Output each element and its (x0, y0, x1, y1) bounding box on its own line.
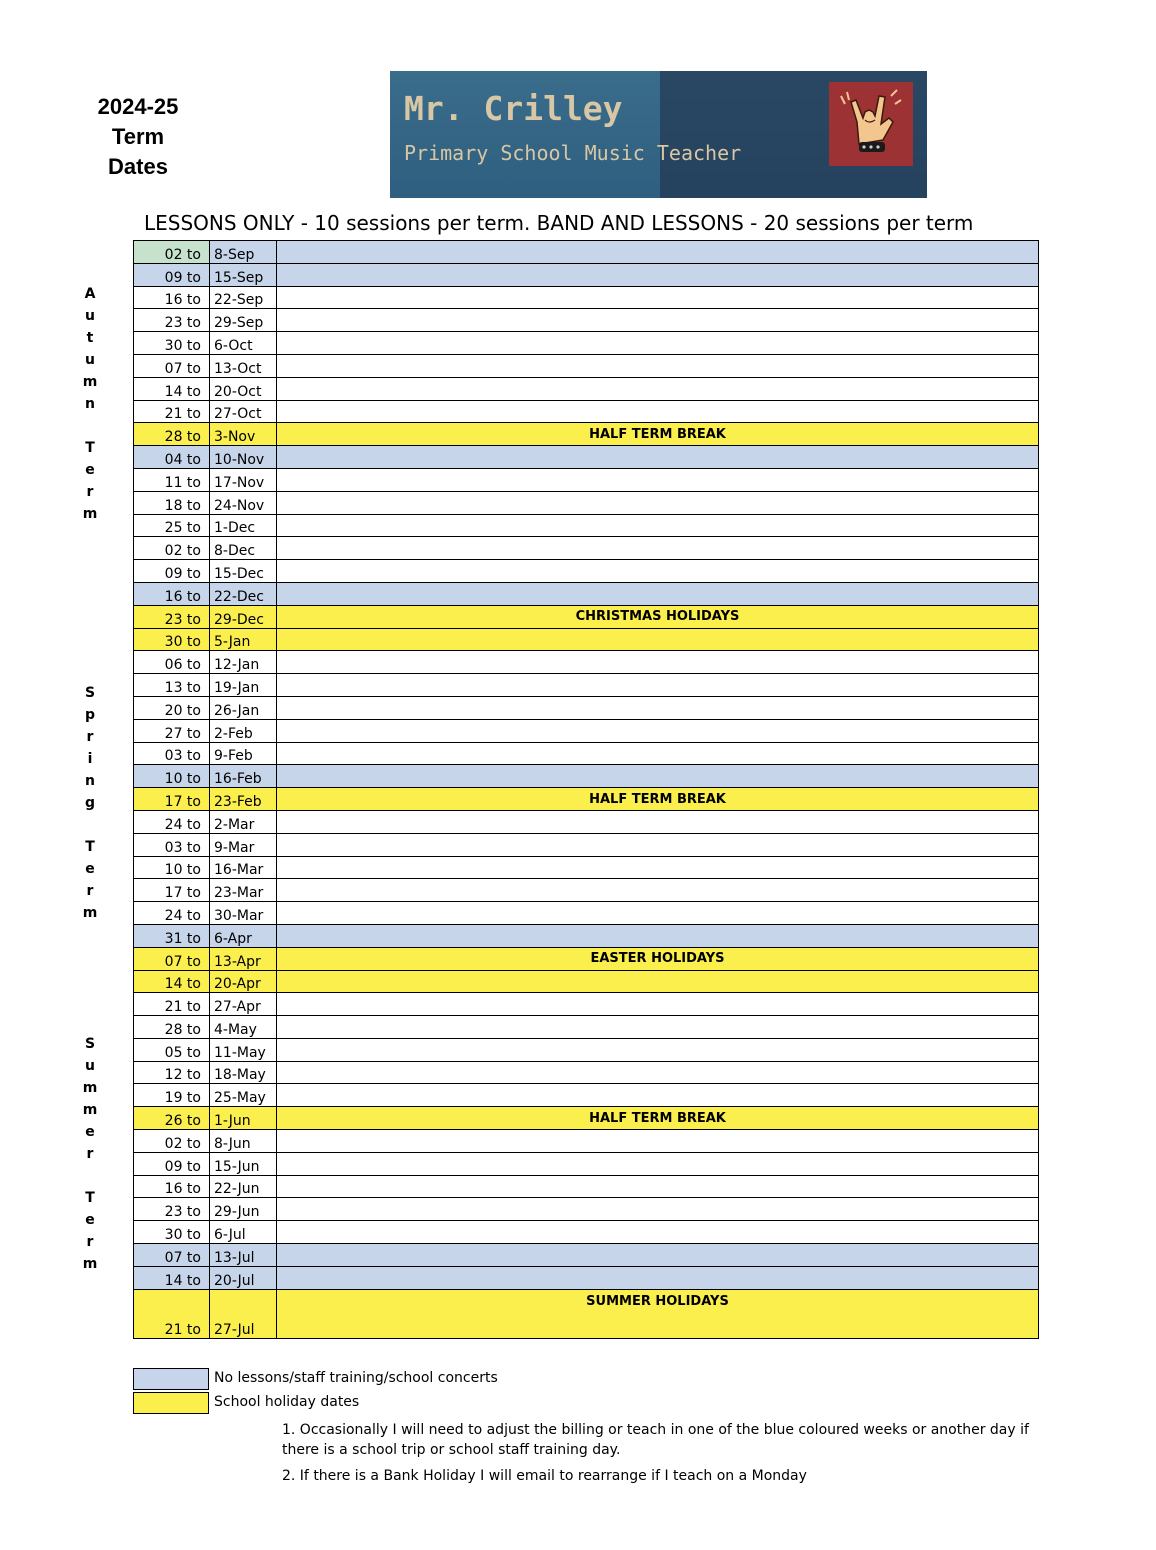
week-start-cell: 25 to (134, 514, 210, 537)
week-start-cell: 14 to (134, 970, 210, 993)
week-note-cell (277, 377, 1039, 400)
term-letter: u (85, 352, 95, 368)
term-letter: m (82, 506, 98, 522)
week-start-cell: 30 to (134, 332, 210, 355)
week-note-cell: HALF TERM BREAK (277, 423, 1039, 446)
week-start-cell: 14 to (134, 377, 210, 400)
legend-swatch-blue (133, 1368, 209, 1390)
week-note-cell (277, 651, 1039, 674)
table-row (134, 1152, 1039, 1175)
week-note-cell (277, 354, 1039, 377)
week-end-cell: 13-Apr (210, 947, 277, 970)
table-row (134, 332, 1039, 355)
legend-label-blue: No lessons/staff training/school concerts (214, 1370, 498, 1386)
term-letter: i (87, 751, 93, 767)
week-start-cell: 10 to (134, 856, 210, 879)
week-end-cell: 16-Feb (210, 765, 277, 788)
week-start-cell: 09 to (134, 1152, 210, 1175)
week-start-cell: 19 to (134, 1084, 210, 1107)
table-row (134, 1130, 1039, 1153)
table-row (134, 856, 1039, 879)
legend-label-yellow: School holiday dates (214, 1394, 360, 1410)
table-row (134, 537, 1039, 560)
week-start-cell: 30 to (134, 1221, 210, 1244)
rock-hand-icon (829, 82, 913, 166)
term-letter: T (85, 839, 95, 855)
week-end-cell: 1-Jun (210, 1107, 277, 1130)
term-letter: r (86, 729, 94, 745)
week-end-cell: 1-Dec (210, 514, 277, 537)
week-start-cell: 09 to (134, 263, 210, 286)
week-note-cell (277, 628, 1039, 651)
term-letter: e (85, 861, 95, 877)
week-note-cell (277, 491, 1039, 514)
table-row (134, 263, 1039, 286)
term-letter (80, 415, 100, 437)
week-start-cell: 26 to (134, 1107, 210, 1130)
week-end-cell: 6-Apr (210, 924, 277, 947)
footnote-1: 1. Occasionally I will need to adjust the billing or teach in one of the blue coloured weeks or another day if there is a school trip or school staff training day. (282, 1422, 1029, 1458)
term-letter: n (85, 396, 95, 412)
term-letter: r (86, 883, 94, 899)
week-end-cell: 15-Dec (210, 560, 277, 583)
table-row (134, 1038, 1039, 1061)
week-note-cell (277, 332, 1039, 355)
week-start-cell: 16 to (134, 582, 210, 605)
week-start-cell: 17 to (134, 788, 210, 811)
table-row (134, 651, 1039, 674)
week-note-cell (277, 879, 1039, 902)
week-start-cell: 07 to (134, 947, 210, 970)
week-end-cell: 8-Jun (210, 1130, 277, 1153)
banner-subtitle: Primary School Music Teacher (404, 141, 742, 165)
summer-term-label (80, 1033, 100, 1275)
table-row (134, 377, 1039, 400)
week-note-cell (277, 400, 1039, 423)
week-end-cell: 23-Mar (210, 879, 277, 902)
term-letter: r (86, 1234, 94, 1250)
week-end-cell: 25-May (210, 1084, 277, 1107)
table-row (134, 902, 1039, 925)
week-end-cell: 29-Jun (210, 1198, 277, 1221)
table-row (134, 833, 1039, 856)
week-end-cell: 9-Mar (210, 833, 277, 856)
week-start-cell: 04 to (134, 446, 210, 469)
table-row (134, 1175, 1039, 1198)
week-start-cell: 21 to (134, 993, 210, 1016)
week-note-cell (277, 1198, 1039, 1221)
table-row (134, 993, 1039, 1016)
term-dates-table (133, 240, 1039, 1339)
term-letter: p (84, 707, 96, 723)
week-note-cell (277, 1016, 1039, 1039)
table-row (134, 560, 1039, 583)
table-row (134, 582, 1039, 605)
week-note-cell (277, 1221, 1039, 1244)
term-letter: m (82, 905, 98, 921)
week-note-cell (277, 446, 1039, 469)
week-start-cell: 28 to (134, 423, 210, 446)
week-end-cell: 2-Feb (210, 719, 277, 742)
week-end-cell: 20-Apr (210, 970, 277, 993)
week-note-cell (277, 742, 1039, 765)
week-note-cell (277, 582, 1039, 605)
week-note-cell (277, 1152, 1039, 1175)
week-start-cell: 09 to (134, 560, 210, 583)
week-start-cell: 17 to (134, 879, 210, 902)
week-note-cell (277, 1266, 1039, 1289)
table-row (134, 810, 1039, 833)
table-row (134, 1084, 1039, 1107)
table-row (134, 947, 1039, 970)
term-letter: m (82, 1102, 98, 1118)
week-end-cell: 18-May (210, 1061, 277, 1084)
term-letter: m (82, 1256, 98, 1272)
autumn-term-label (80, 283, 100, 525)
week-note-cell (277, 1175, 1039, 1198)
title-dates: Dates (108, 154, 168, 179)
week-start-cell: 14 to (134, 1266, 210, 1289)
week-end-cell: 12-Jan (210, 651, 277, 674)
table-row (134, 354, 1039, 377)
table-row (134, 400, 1039, 423)
table-row (134, 970, 1039, 993)
week-start-cell: 30 to (134, 628, 210, 651)
table-row (134, 628, 1039, 651)
table-row (134, 1198, 1039, 1221)
week-end-cell: 9-Feb (210, 742, 277, 765)
week-start-cell: 28 to (134, 1016, 210, 1039)
week-note-cell (277, 1038, 1039, 1061)
week-start-cell: 21 to (134, 400, 210, 423)
table-row (134, 1289, 1039, 1338)
week-note-cell (277, 993, 1039, 1016)
week-note-cell: CHRISTMAS HOLIDAYS (277, 605, 1039, 628)
week-note-cell (277, 696, 1039, 719)
week-end-cell: 8-Sep (210, 241, 277, 264)
week-end-cell: 27-Oct (210, 400, 277, 423)
week-start-cell: 05 to (134, 1038, 210, 1061)
week-start-cell: 27 to (134, 719, 210, 742)
term-letter: u (85, 1058, 95, 1074)
term-letter: u (85, 308, 95, 324)
week-start-cell: 12 to (134, 1061, 210, 1084)
week-note-cell: EASTER HOLIDAYS (277, 947, 1039, 970)
week-note-cell (277, 560, 1039, 583)
week-end-cell: 5-Jan (210, 628, 277, 651)
table-row (134, 514, 1039, 537)
week-end-cell: 23-Feb (210, 788, 277, 811)
week-start-cell: 16 to (134, 286, 210, 309)
week-note-cell (277, 1244, 1039, 1267)
table-row (134, 241, 1039, 264)
week-note-cell (277, 902, 1039, 925)
term-letter: n (85, 773, 95, 789)
table-row (134, 674, 1039, 697)
table-row (134, 286, 1039, 309)
week-note-cell (277, 241, 1039, 264)
teacher-banner (390, 71, 927, 198)
table-row (134, 1107, 1039, 1130)
table-row (134, 1244, 1039, 1267)
term-letter: S (84, 685, 96, 701)
week-start-cell: 07 to (134, 354, 210, 377)
footnotes (282, 1420, 1042, 1492)
week-note-cell (277, 263, 1039, 286)
table-row (134, 879, 1039, 902)
term-letter: t (86, 330, 94, 346)
week-end-cell: 6-Jul (210, 1221, 277, 1244)
week-end-cell: 24-Nov (210, 491, 277, 514)
term-letter: m (82, 1080, 98, 1096)
week-end-cell: 4-May (210, 1016, 277, 1039)
table-row (134, 309, 1039, 332)
term-letter: r (86, 484, 94, 500)
table-row (134, 1061, 1039, 1084)
term-letter: e (85, 1124, 95, 1140)
week-end-cell: 10-Nov (210, 446, 277, 469)
week-start-cell: 06 to (134, 651, 210, 674)
table-row (134, 742, 1039, 765)
week-end-cell: 20-Jul (210, 1266, 277, 1289)
table-row (134, 1266, 1039, 1289)
week-note-cell (277, 810, 1039, 833)
term-letter: T (85, 1190, 95, 1206)
page-title (78, 92, 198, 182)
week-note-cell: HALF TERM BREAK (277, 1107, 1039, 1130)
title-term: Term (111, 124, 165, 149)
week-note-cell (277, 856, 1039, 879)
week-end-cell: 27-Apr (210, 993, 277, 1016)
table-row (134, 924, 1039, 947)
table-row (134, 719, 1039, 742)
week-start-cell: 24 to (134, 902, 210, 925)
week-note-cell (277, 970, 1039, 993)
week-end-cell: 29-Dec (210, 605, 277, 628)
week-start-cell: 03 to (134, 742, 210, 765)
week-end-cell: 19-Jan (210, 674, 277, 697)
week-start-cell: 20 to (134, 696, 210, 719)
week-start-cell: 16 to (134, 1175, 210, 1198)
week-note-cell (277, 674, 1039, 697)
sessions-subtitle: LESSONS ONLY - 10 sessions per term. BAND AND LESSONS - 20 sessions per term (144, 211, 974, 235)
week-start-cell: 13 to (134, 674, 210, 697)
week-end-cell: 8-Dec (210, 537, 277, 560)
week-start-cell: 23 to (134, 605, 210, 628)
table-row (134, 423, 1039, 446)
term-letter: S (84, 1036, 96, 1052)
week-start-cell: 31 to (134, 924, 210, 947)
table-row (134, 468, 1039, 491)
week-end-cell: 13-Oct (210, 354, 277, 377)
week-note-cell (277, 286, 1039, 309)
week-note-cell (277, 719, 1039, 742)
title-year: 2024-25 (97, 94, 179, 119)
week-start-cell: 07 to (134, 1244, 210, 1267)
week-end-cell: 27-Jul (210, 1289, 277, 1338)
term-letter (80, 1165, 100, 1187)
week-end-cell: 26-Jan (210, 696, 277, 719)
week-note-cell (277, 1061, 1039, 1084)
week-end-cell: 30-Mar (210, 902, 277, 925)
term-letter: g (84, 795, 96, 811)
week-note-cell (277, 1084, 1039, 1107)
week-start-cell: 24 to (134, 810, 210, 833)
banner-name: Mr. Crilley (404, 89, 623, 128)
week-end-cell: 22-Sep (210, 286, 277, 309)
table-row (134, 605, 1039, 628)
week-start-cell: 02 to (134, 537, 210, 560)
week-note-cell: SUMMER HOLIDAYS (277, 1289, 1039, 1338)
week-start-cell: 23 to (134, 1198, 210, 1221)
week-start-cell: 23 to (134, 309, 210, 332)
week-start-cell: 02 to (134, 1130, 210, 1153)
week-note-cell (277, 765, 1039, 788)
week-end-cell: 2-Mar (210, 810, 277, 833)
footnote-2: 2. If there is a Bank Holiday I will email to rearrange if I teach on a Monday (282, 1468, 807, 1484)
week-end-cell: 6-Oct (210, 332, 277, 355)
week-end-cell: 3-Nov (210, 423, 277, 446)
week-note-cell (277, 309, 1039, 332)
week-start-cell: 02 to (134, 241, 210, 264)
week-end-cell: 15-Jun (210, 1152, 277, 1175)
week-note-cell (277, 924, 1039, 947)
table-row (134, 491, 1039, 514)
week-note-cell (277, 537, 1039, 560)
table-row (134, 446, 1039, 469)
week-note-cell (277, 1130, 1039, 1153)
week-end-cell: 22-Dec (210, 582, 277, 605)
week-end-cell: 16-Mar (210, 856, 277, 879)
spring-term-label (80, 682, 100, 924)
week-end-cell: 13-Jul (210, 1244, 277, 1267)
week-end-cell: 11-May (210, 1038, 277, 1061)
term-letter: e (85, 462, 95, 478)
table-row (134, 1016, 1039, 1039)
legend-swatch-yellow (133, 1392, 209, 1414)
term-letter: T (85, 440, 95, 456)
term-letter: m (82, 374, 98, 390)
week-start-cell: 03 to (134, 833, 210, 856)
week-note-cell (277, 833, 1039, 856)
week-start-cell: 10 to (134, 765, 210, 788)
week-start-cell: 11 to (134, 468, 210, 491)
week-end-cell: 29-Sep (210, 309, 277, 332)
week-end-cell: 15-Sep (210, 263, 277, 286)
week-end-cell: 22-Jun (210, 1175, 277, 1198)
table-row (134, 1221, 1039, 1244)
table-row (134, 696, 1039, 719)
week-note-cell (277, 468, 1039, 491)
table-row (134, 788, 1039, 811)
table-row (134, 765, 1039, 788)
week-end-cell: 17-Nov (210, 468, 277, 491)
week-start-cell: 18 to (134, 491, 210, 514)
week-note-cell (277, 514, 1039, 537)
term-letter (80, 814, 100, 836)
week-note-cell: HALF TERM BREAK (277, 788, 1039, 811)
week-end-cell: 20-Oct (210, 377, 277, 400)
term-letter: r (86, 1146, 94, 1162)
week-start-cell: 21 to (134, 1289, 210, 1338)
term-letter: e (85, 1212, 95, 1228)
term-letter: A (84, 286, 96, 302)
